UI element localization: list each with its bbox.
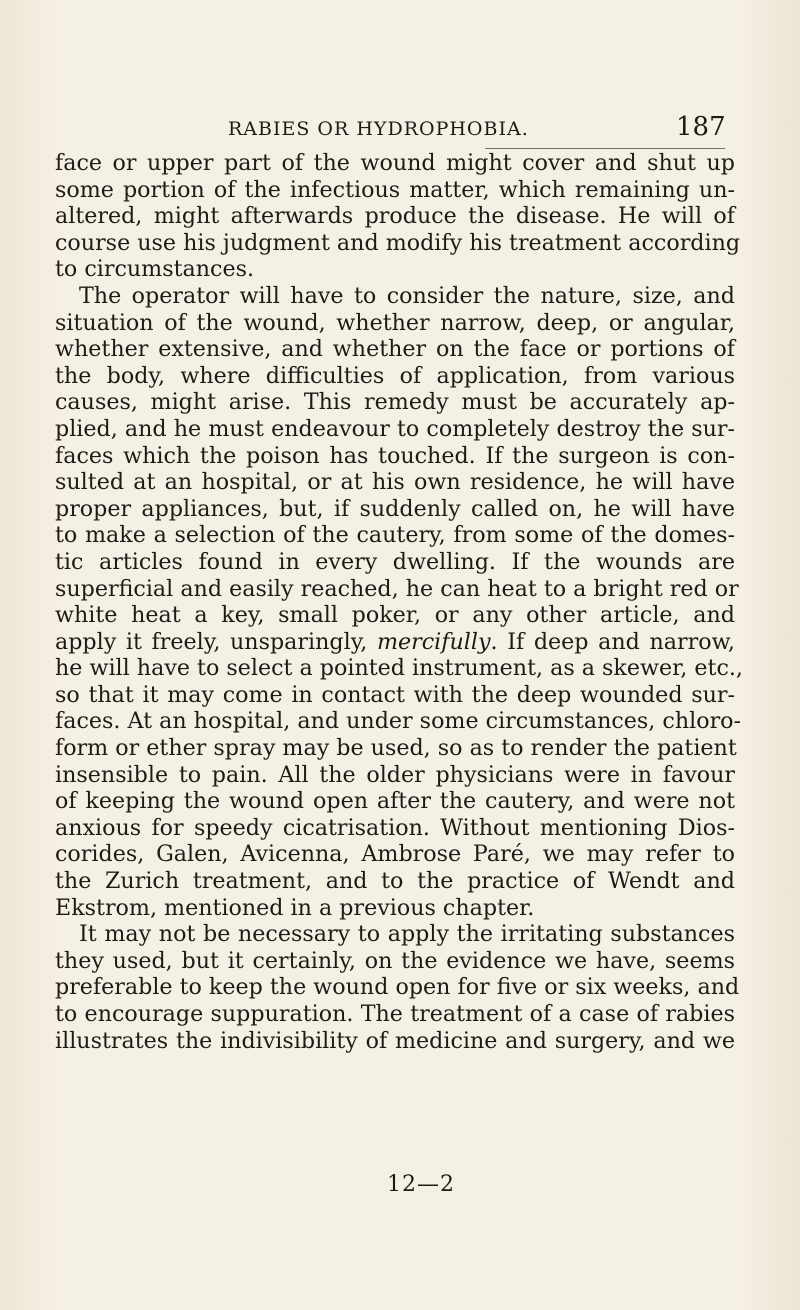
text-line: proper appliances, but, if suddenly called on, he will have <box>55 495 735 522</box>
text-line: they used, but it certainly, on the evidence we have, seems <box>55 947 735 974</box>
text-line: corides, Galen, Avicenna, Ambrose Paré, we may refer to <box>55 841 735 868</box>
text-line: anxious for speedy cicatrisation. Without mentioning Dios- <box>55 814 735 841</box>
text-line: some portion of the infectious matter, which remaining un- <box>55 176 735 203</box>
text-line: apply it freely, unsparingly, mercifully. If deep and narrow, <box>55 628 735 655</box>
text-line: altered, might afterwards produce the disease. He will of <box>55 203 735 230</box>
text-line: insensible to pain. All the older physicians were in favour <box>55 761 735 788</box>
text-line: illustrates the indivisibility of medicine and surgery, and we <box>55 1027 735 1054</box>
text-line: The operator will have to consider the nature, size, and <box>79 282 735 309</box>
text-line: faces. At an hospital, and under some circumstances, chloro- <box>55 708 742 735</box>
text-line: the body, where difficulties of application, from various <box>55 362 735 389</box>
text-line: to make a selection of the cautery, from some of the domes- <box>55 522 735 549</box>
text-line: faces which the poison has touched. If the surgeon is con- <box>55 442 735 469</box>
paragraph <box>55 282 743 921</box>
text-line: face or upper part of the wound might cover and shut up <box>55 150 735 176</box>
header-rule <box>485 148 725 149</box>
text-line: tic articles found in every dwelling. If the wounds are <box>55 548 735 575</box>
text-line: causes, might arise. This remedy must be accurately ap- <box>55 389 735 416</box>
text-line: whether extensive, and whether on the face or portions of <box>55 336 735 363</box>
page-number: 187 <box>676 112 726 142</box>
text-line: he will have to select a pointed instrument, as a skewer, etc., <box>55 655 743 682</box>
paragraph <box>55 921 740 1054</box>
text-line: to encourage suppuration. The treatment of a case of rabies <box>55 1001 735 1027</box>
text-line: white heat a key, small poker, or any other article, and <box>55 602 735 629</box>
text-line: of keeping the wound open after the cautery, and were not <box>55 788 735 815</box>
paragraph <box>55 150 741 283</box>
text-line: the Zurich treatment, and to the practice of Wendt and <box>55 868 735 895</box>
text-line: sulted at an hospital, or at his own residence, he will have <box>55 469 735 496</box>
running-title: RABIES OR HYDROPHOBIA. <box>228 118 529 140</box>
text-line: situation of the wound, whether narrow, deep, or angular, <box>55 309 735 336</box>
running-head <box>228 112 728 148</box>
text-line: Ekstrom, mentioned in a previous chapter. <box>55 894 535 921</box>
text-line: so that it may come in contact with the deep wounded sur- <box>55 681 735 708</box>
text-line: plied, and he must endeavour to completely destroy the sur- <box>55 415 735 442</box>
text-line: course use his judgment and modify his treatment according <box>55 229 741 256</box>
text-line: to circumstances. <box>55 256 255 283</box>
signature-mark: 12—2 <box>387 1172 455 1197</box>
text-line: It may not be necessary to apply the irritating substances <box>79 921 735 948</box>
text-line: form or ether spray may be used, so as to render the patient <box>55 735 737 762</box>
text-line: superficial and easily reached, he can heat to a bright red or <box>55 575 739 602</box>
body-text <box>55 150 743 1054</box>
text-line: preferable to keep the wound open for five or six weeks, and <box>55 974 740 1001</box>
